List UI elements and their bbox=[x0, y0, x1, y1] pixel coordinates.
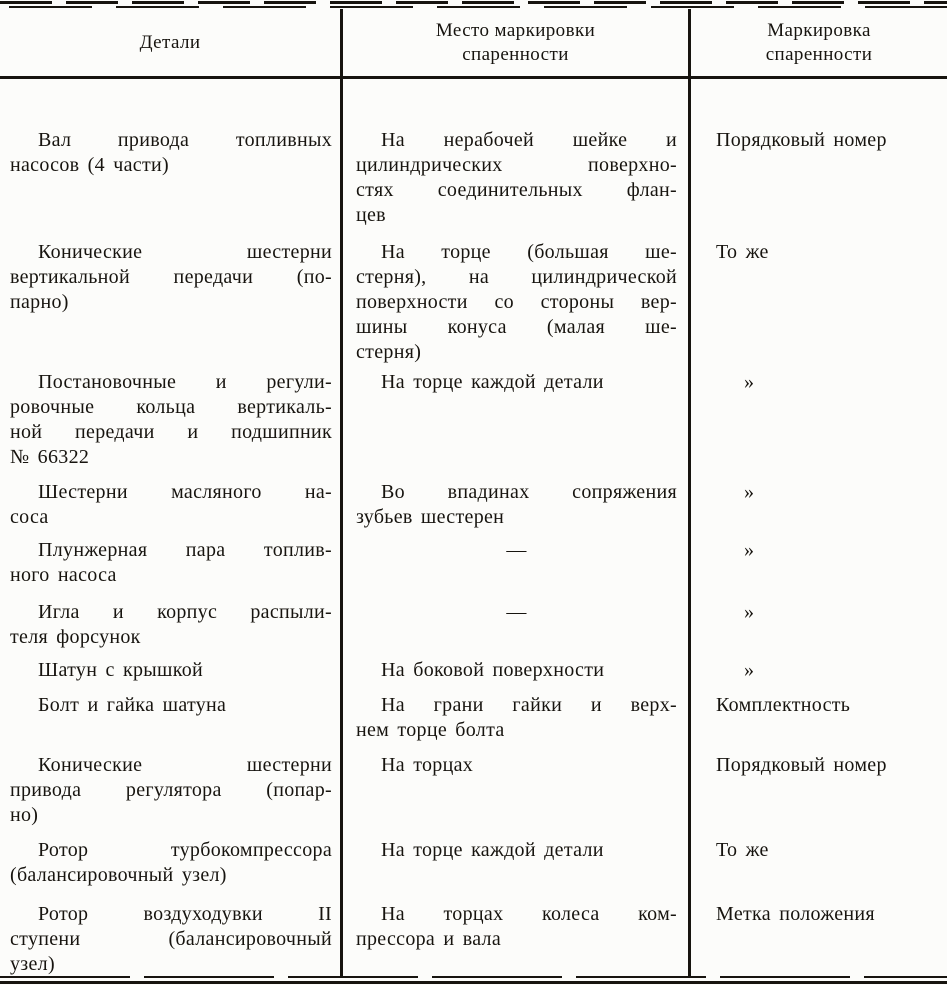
details-cell: Ротор воздуходувки II ступени (балансировочный узел) bbox=[10, 903, 332, 975]
marking-cell: Порядковый номер bbox=[688, 79, 947, 240]
marking-cell: То же bbox=[688, 240, 947, 370]
details-cell: Вал привода топливных насосов (4 части) bbox=[10, 129, 332, 176]
table-row bbox=[0, 370, 947, 480]
table-row bbox=[0, 658, 947, 693]
details-cell: Игла и корпус распыли- теля форсунок bbox=[10, 601, 332, 648]
details-cell: Болт и гайка шатуна bbox=[38, 694, 227, 716]
table-row bbox=[0, 838, 947, 902]
column-header-marking: Маркировка спаренности bbox=[688, 9, 947, 76]
place-cell: На торцах колеса ком- прессора и вала bbox=[340, 902, 688, 977]
place-cell: На торце каждой детали bbox=[340, 838, 688, 902]
marking-cell: » bbox=[688, 538, 947, 600]
place-cell: На торце (большая ше- стерня), на цилиндрической поверхности со стороны вер- шины конуса (малая ше- стерня) bbox=[340, 240, 688, 370]
place-cell: На торце каждой детали bbox=[340, 370, 688, 480]
marking-cell: Порядковый номер bbox=[688, 753, 947, 838]
details-cell: Постановочные и регули- ровочные кольца вертикаль- ной передачи и подшипник № 66322 bbox=[10, 371, 332, 468]
table-row bbox=[0, 600, 947, 658]
marking-cell: » bbox=[688, 600, 947, 658]
details-cell: Шатун с крышкой bbox=[38, 659, 204, 681]
place-cell: На боковой поверхности bbox=[340, 658, 688, 693]
marking-cell: Комплектность bbox=[688, 693, 947, 753]
place-cell: На грани гайки и верх- нем торце болта bbox=[340, 693, 688, 753]
marking-cell: То же bbox=[688, 838, 947, 902]
place-cell: — bbox=[340, 538, 688, 600]
details-cell: Ротор турбокомпрессора (балансировочный узел) bbox=[10, 839, 332, 886]
table-row bbox=[0, 79, 947, 240]
table-row bbox=[0, 753, 947, 838]
marking-cell: » bbox=[688, 480, 947, 538]
details-cell: Шестерни масляного на- соса bbox=[10, 481, 332, 528]
table-header-row bbox=[0, 9, 947, 79]
details-cell: Конические шестерни привода регулятора (попар- но) bbox=[10, 754, 332, 826]
place-cell: — bbox=[340, 600, 688, 658]
table-row bbox=[0, 480, 947, 538]
table-row bbox=[0, 902, 947, 975]
marking-cell: » bbox=[688, 370, 947, 480]
place-cell: Во впадинах сопряжения зубьев шестерен bbox=[340, 480, 688, 538]
table-top-border bbox=[0, 0, 947, 9]
table-row bbox=[0, 240, 947, 370]
column-header-details: Детали bbox=[139, 31, 201, 53]
details-cell: Плунжерная пара топлив- ного насоса bbox=[10, 539, 332, 586]
marking-cell: Метка положения bbox=[688, 902, 947, 977]
table-row bbox=[0, 538, 947, 600]
place-cell: На нерабочей шейке и цилиндрических поверхно- стях соединительных флан- цев bbox=[340, 79, 688, 240]
column-header-marking-place: Место маркировки спаренности bbox=[340, 9, 688, 76]
marking-cell: » bbox=[688, 658, 947, 693]
place-cell: На торцах bbox=[340, 753, 688, 838]
details-cell: Конические шестерни вертикальной передачи (по- парно) bbox=[10, 241, 332, 313]
table-row bbox=[0, 693, 947, 753]
